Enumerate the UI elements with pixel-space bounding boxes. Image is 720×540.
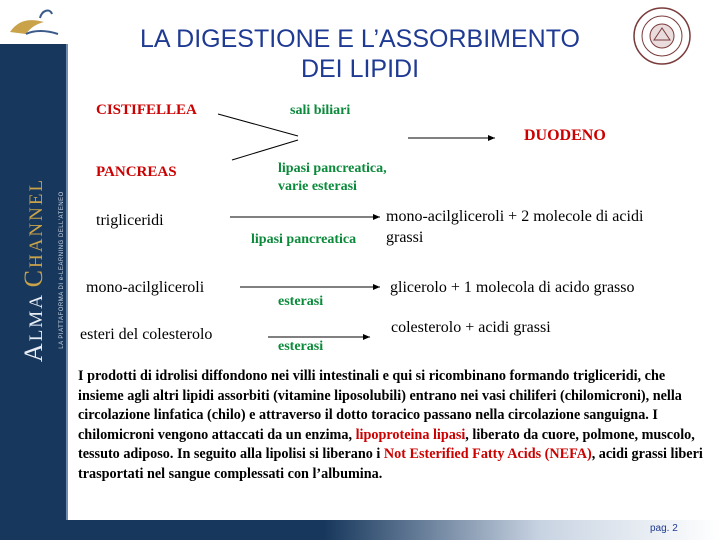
brand-first-initial: A xyxy=(19,341,48,363)
label-pancreas: PANCREAS xyxy=(96,164,177,180)
paragraph-part1: I prodotti di idrolisi diffondono nei villi intestinali e qui si ricombinano formando trigliceridi, che insieme agli altri lipidi assorbiti (vitamine liposolubili) entrano nei vasi chiliferi (chilomicroni), nella circolazione linfatica (chilo) e attraverso il dotto toracico passano nella circolazione sanguigna. I chilomicroni vengono attaccati da un enzima, xyxy=(78,368,682,443)
brand-tagline: LA PIATTAFORMA DI e-LEARNING DELL'ATENEO xyxy=(59,191,65,349)
brand-first-rest: LMA xyxy=(26,287,47,342)
label-esteri-colesterolo: esteri del colesterolo xyxy=(80,326,213,343)
slide-title-line1: LA DIGESTIONE E L’ASSORBIMENTO xyxy=(140,25,580,53)
slide-title-line2: DEI LIPIDI xyxy=(300,55,420,83)
brand-second-initial: C xyxy=(19,268,48,288)
product-trigliceridi: mono-acilgliceroli + 2 molecole di acidi grassi xyxy=(386,208,644,246)
explanation-paragraph xyxy=(78,367,712,485)
label-lipasi-varie-line1: lipasi pancreatica, xyxy=(278,161,387,176)
arrow-pancreas xyxy=(232,140,298,160)
product-monoacilgliceroli: glicerolo + 1 molecola di acido grasso xyxy=(390,279,635,296)
paragraph-highlight-nefa: Not Esterified Fatty Acids (NEFA) xyxy=(383,446,592,463)
page-number: pag. 2 xyxy=(650,523,678,534)
label-lipasi-pancreatica: lipasi pancreatica xyxy=(251,232,357,247)
label-sali-biliari: sali biliari xyxy=(290,103,351,118)
footer-bar xyxy=(0,520,720,540)
arrow-cistifellea xyxy=(218,114,298,136)
paragraph-part2: , liberato da cuore, polmone, muscolo, tessuto adiposo. In seguito alla lipolisi si liberano i xyxy=(78,426,695,463)
label-duodeno: DUODENO xyxy=(524,127,606,144)
label-lipasi-varie xyxy=(278,160,387,196)
label-monoacilgliceroli: mono-acilgliceroli xyxy=(86,279,205,296)
label-lipasi-varie-line2: varie esterasi xyxy=(278,179,357,194)
label-esterasi-1: esterasi xyxy=(278,294,324,309)
brand-second-rest: HANNEL xyxy=(26,177,47,269)
paragraph-highlight-lipoproteina: lipoproteina lipasi xyxy=(355,426,466,443)
product-esteri: colesterolo + acidi grassi xyxy=(391,319,551,336)
label-trigliceridi: trigliceridi xyxy=(96,212,164,229)
label-esterasi-2: esterasi xyxy=(278,339,324,354)
paragraph-part3: , acidi grassi liberi trasportati nel sangue complessati con l’albumina. xyxy=(78,446,703,482)
label-cistifellea: CISTIFELLEA xyxy=(96,102,197,118)
